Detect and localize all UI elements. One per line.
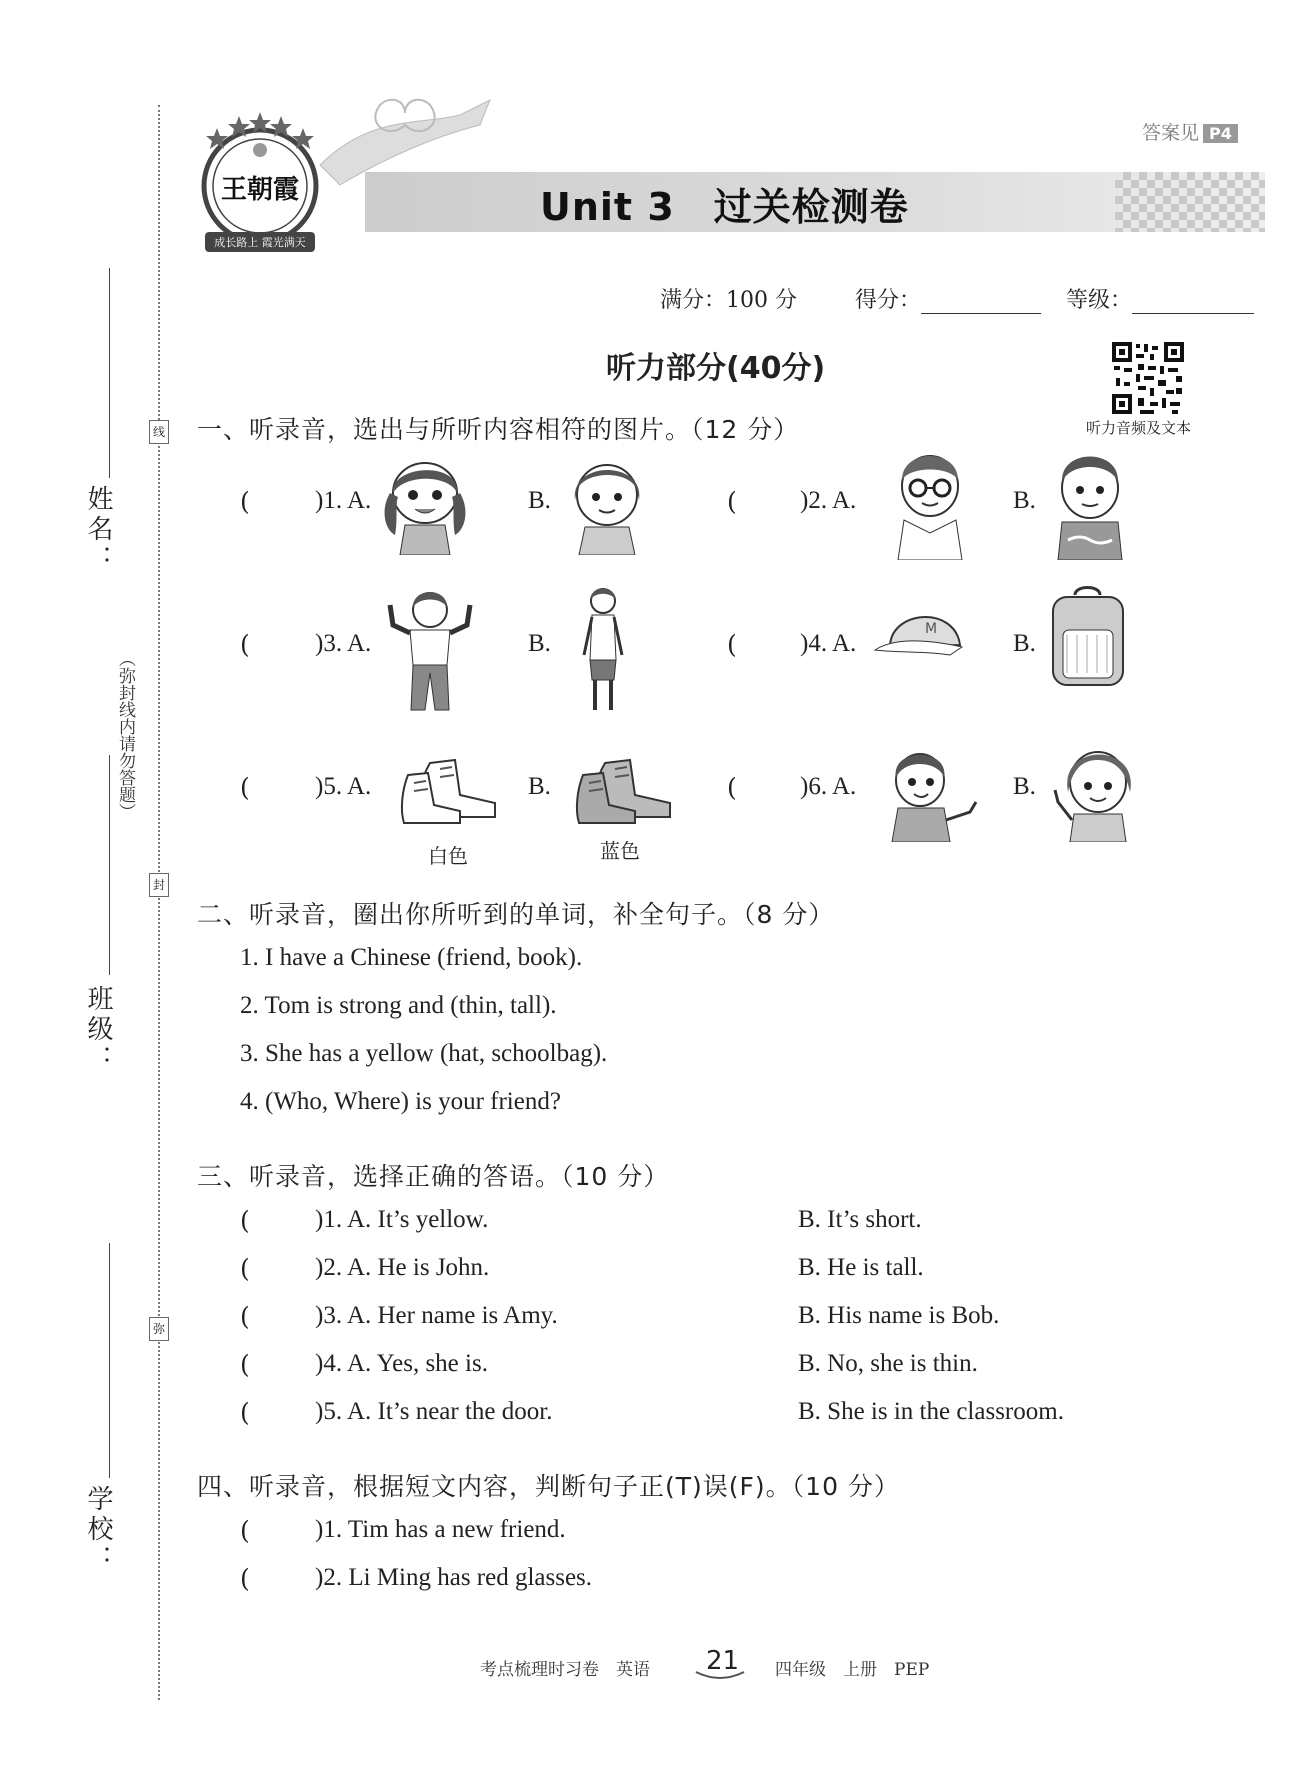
listening-heading: 听力部分(40分) [606,351,826,386]
strong-boy-image [385,585,475,720]
s3-item-3-b: B. His name is Bob. [798,1302,1000,1329]
q5-option-b: B. [528,773,551,800]
girl-pigtails-image [380,455,470,555]
footer-right: 四年级 上册 PEP [775,1660,930,1680]
s3-item-2-b: B. He is tall. [798,1254,924,1281]
cap-image [870,605,970,665]
q6-answer-paren[interactable]: ( [727,773,737,802]
s3-item-2-a: )2. A. He is John. [315,1254,490,1281]
title-band-pattern [1115,172,1265,232]
q3-option-b: B. [528,630,551,657]
binding-mark-xian: 线 [149,420,169,444]
section1-title: 一、听录音，选出与所听内容相符的图片。（12 分） [197,415,800,444]
qr-code-icon[interactable] [1110,340,1186,416]
score-field[interactable]: 得分： [855,283,1041,314]
q5-label: )5. A. [315,773,372,800]
s3-paren-2[interactable]: ( [240,1254,250,1283]
school-label: 学校： [83,1485,113,1575]
no-answer-note: （弥封线内请勿答题） [115,650,135,820]
binding-dotted-line [158,105,160,1700]
q6-label: )6. A. [800,773,857,800]
s3-item-5-b: B. She is in the classroom. [798,1398,1064,1425]
section2-title: 二、听录音，圈出你所听到的单词，补全句子。（8 分） [197,900,835,929]
page-title: Unit 3 过关检测卷 [540,185,909,229]
q2-option-b: B. [1013,487,1036,514]
q5-answer-paren[interactable]: ( [240,773,250,802]
q1-answer-paren[interactable]: ( [240,487,250,516]
q4-option-b: B. [1013,630,1036,657]
s3-item-3-a: )3. A. Her name is Amy. [315,1302,558,1329]
s3-paren-5[interactable]: ( [240,1398,250,1427]
svg-text:M: M [925,621,938,637]
q2-label: )2. A. [800,487,857,514]
q4-label: )4. A. [800,630,857,657]
thin-boy-image [578,585,628,720]
q6-option-b: B. [1013,773,1036,800]
footer-left: 考点梳理时习卷 英语 [480,1660,650,1680]
logo-name-text: 王朝霞 [220,175,300,205]
s3-item-1-b: B. It’s short. [798,1206,922,1233]
binding-mark-mi: 弥 [149,1317,169,1341]
blue-shoes-image [575,755,675,825]
s4-item-1: )1. Tim has a new friend. [315,1516,566,1543]
boy-pointing-self-image [880,742,980,842]
s3-paren-4[interactable]: ( [240,1350,250,1379]
s3-item-4-b: B. No, she is thin. [798,1350,978,1377]
s4-item-2: )2. Li Ming has red glasses. [315,1564,593,1591]
answer-reference: 答案见 P4 [1142,118,1238,145]
section3-title: 三、听录音，选择正确的答语。（10 分） [197,1162,670,1191]
white-shoes-caption: 白色 [428,844,468,868]
q1-option-b: B. [528,487,551,514]
boy-sweater-image [1050,448,1130,560]
q3-answer-paren[interactable]: ( [240,630,250,659]
s3-item-1-a: )1. A. It’s yellow. [315,1206,489,1233]
girl-waving-image [1050,742,1140,842]
q2-answer-paren[interactable]: ( [727,487,737,516]
s3-item-5-a: )5. A. It’s near the door. [315,1398,553,1425]
s2-item-2: 2. Tom is strong and (thin, tall). [240,992,557,1019]
s3-paren-1[interactable]: ( [240,1206,250,1235]
school-field[interactable] [109,1243,110,1478]
publisher-logo [197,108,323,256]
s3-item-4-a: )4. A. Yes, she is. [315,1350,488,1377]
full-score: 满分：100 分 [660,288,797,313]
class-field[interactable] [109,755,110,975]
q3-label: )3. A. [315,630,372,657]
s4-paren-2[interactable]: ( [240,1564,250,1593]
white-shoes-image [400,755,500,825]
grade-field[interactable]: 等级： [1066,283,1254,314]
page-number: 21 [706,1646,740,1676]
ribbon-decoration [310,95,500,195]
girl-short-hair-image [565,455,650,555]
binding-mark-feng: 封 [149,873,169,897]
name-field[interactable] [109,268,110,478]
s2-item-1: 1. I have a Chinese (friend, book). [240,944,583,971]
logo-slogan-text: 成长路上 霞光满天 [214,236,306,249]
boy-glasses-image [890,448,970,560]
class-label: 班级： [83,985,113,1075]
s2-item-4: 4. (Who, Where) is your friend? [240,1088,561,1115]
s4-paren-1[interactable]: ( [240,1516,250,1545]
schoolbag-image [1045,585,1130,690]
s2-item-3: 3. She has a yellow (hat, schoolbag). [240,1040,608,1067]
qr-caption: 听力音频及文本 [1086,419,1192,437]
section4-title: 四、听录音，根据短文内容，判断句子正(T)误(F)。（10 分） [197,1472,900,1501]
q1-label: )1. A. [315,487,372,514]
name-label: 姓名： [83,485,113,575]
q4-answer-paren[interactable]: ( [727,630,737,659]
blue-shoes-caption: 蓝色 [600,839,640,863]
s3-paren-3[interactable]: ( [240,1302,250,1331]
